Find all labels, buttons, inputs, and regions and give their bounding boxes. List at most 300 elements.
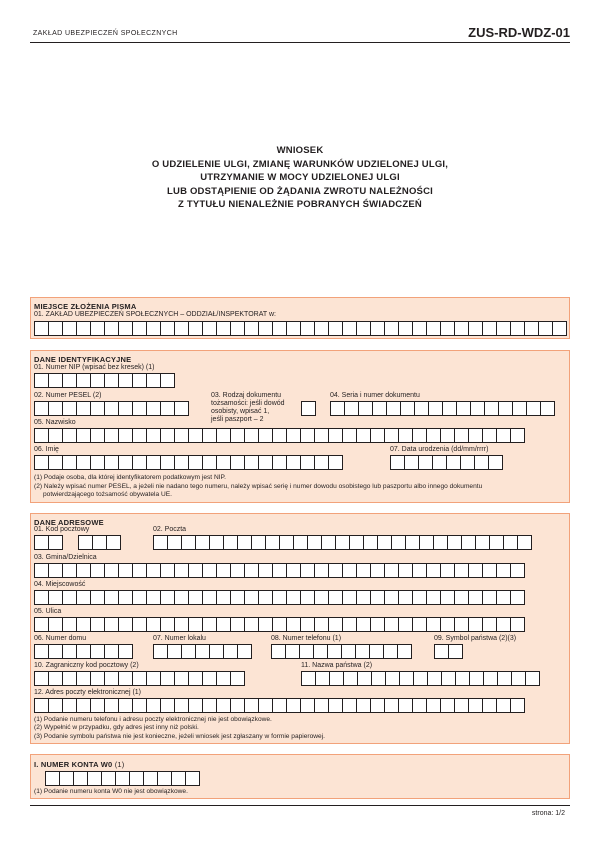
symbol-panstwa-input[interactable] — [434, 644, 462, 659]
char-box[interactable] — [90, 671, 105, 686]
nazwisko-input[interactable] — [34, 428, 524, 443]
char-box[interactable] — [258, 590, 273, 605]
char-box[interactable] — [48, 590, 63, 605]
char-box[interactable] — [440, 617, 455, 632]
char-box[interactable] — [174, 428, 189, 443]
char-box[interactable] — [299, 644, 314, 659]
char-box[interactable] — [412, 590, 427, 605]
char-box[interactable] — [397, 644, 412, 659]
numer-domu-input[interactable] — [34, 644, 132, 659]
char-box[interactable] — [329, 671, 344, 686]
char-box[interactable] — [384, 698, 399, 713]
char-box[interactable] — [300, 428, 315, 443]
char-box[interactable] — [160, 428, 175, 443]
char-box[interactable] — [76, 617, 91, 632]
char-box[interactable] — [216, 321, 231, 336]
char-box[interactable] — [230, 617, 245, 632]
char-box[interactable] — [160, 698, 175, 713]
char-box[interactable] — [34, 401, 49, 416]
char-box[interactable] — [223, 535, 238, 550]
char-box[interactable] — [174, 563, 189, 578]
telefon-input[interactable] — [271, 644, 411, 659]
char-box[interactable] — [440, 428, 455, 443]
char-box[interactable] — [398, 563, 413, 578]
char-box[interactable] — [230, 671, 245, 686]
char-box[interactable] — [468, 428, 483, 443]
char-box[interactable] — [157, 771, 172, 786]
char-box[interactable] — [272, 698, 287, 713]
char-box[interactable] — [454, 590, 469, 605]
char-box[interactable] — [118, 671, 133, 686]
char-box[interactable] — [328, 428, 343, 443]
char-box[interactable] — [258, 698, 273, 713]
char-box[interactable] — [34, 373, 49, 388]
char-box[interactable] — [76, 644, 91, 659]
char-box[interactable] — [132, 401, 147, 416]
char-box[interactable] — [146, 617, 161, 632]
char-box[interactable] — [258, 563, 273, 578]
char-box[interactable] — [146, 671, 161, 686]
imie-input[interactable] — [34, 455, 342, 470]
char-box[interactable] — [244, 321, 259, 336]
char-box[interactable] — [440, 590, 455, 605]
char-box[interactable] — [398, 428, 413, 443]
char-box[interactable] — [496, 617, 511, 632]
char-box[interactable] — [90, 373, 105, 388]
char-box[interactable] — [146, 373, 161, 388]
nazwa-panstwa-input[interactable] — [301, 671, 539, 686]
char-box[interactable] — [357, 671, 372, 686]
char-box[interactable] — [265, 535, 280, 550]
char-box[interactable] — [90, 698, 105, 713]
char-box[interactable] — [356, 563, 371, 578]
char-box[interactable] — [419, 535, 434, 550]
char-box[interactable] — [370, 590, 385, 605]
char-box[interactable] — [482, 563, 497, 578]
char-box[interactable] — [118, 428, 133, 443]
char-box[interactable] — [167, 644, 182, 659]
char-box[interactable] — [414, 401, 429, 416]
char-box[interactable] — [118, 455, 133, 470]
char-box[interactable] — [76, 373, 91, 388]
char-box[interactable] — [188, 671, 203, 686]
char-box[interactable] — [174, 617, 189, 632]
char-box[interactable] — [143, 771, 158, 786]
char-box[interactable] — [76, 401, 91, 416]
char-box[interactable] — [216, 563, 231, 578]
char-box[interactable] — [413, 671, 428, 686]
char-box[interactable] — [160, 671, 175, 686]
char-box[interactable] — [244, 590, 259, 605]
char-box[interactable] — [398, 698, 413, 713]
char-box[interactable] — [510, 617, 525, 632]
char-box[interactable] — [90, 401, 105, 416]
char-box[interactable] — [132, 563, 147, 578]
char-box[interactable] — [315, 671, 330, 686]
char-box[interactable] — [104, 321, 119, 336]
char-box[interactable] — [160, 373, 175, 388]
char-box[interactable] — [390, 455, 405, 470]
char-box[interactable] — [216, 455, 231, 470]
char-box[interactable] — [524, 321, 539, 336]
char-box[interactable] — [474, 455, 489, 470]
char-box[interactable] — [434, 644, 449, 659]
char-box[interactable] — [510, 428, 525, 443]
char-box[interactable] — [76, 698, 91, 713]
char-box[interactable] — [286, 455, 301, 470]
char-box[interactable] — [427, 671, 442, 686]
char-box[interactable] — [384, 428, 399, 443]
char-box[interactable] — [356, 698, 371, 713]
kod-pocztowy-input[interactable] — [34, 535, 62, 550]
char-box[interactable] — [496, 321, 511, 336]
char-box[interactable] — [34, 590, 49, 605]
char-box[interactable] — [132, 617, 147, 632]
char-box[interactable] — [552, 321, 567, 336]
char-box[interactable] — [468, 321, 483, 336]
char-box[interactable] — [300, 590, 315, 605]
char-box[interactable] — [174, 455, 189, 470]
char-box[interactable] — [104, 401, 119, 416]
char-box[interactable] — [454, 428, 469, 443]
char-box[interactable] — [342, 698, 357, 713]
char-box[interactable] — [356, 428, 371, 443]
char-box[interactable] — [441, 671, 456, 686]
char-box[interactable] — [300, 455, 315, 470]
char-box[interactable] — [412, 428, 427, 443]
char-box[interactable] — [132, 698, 147, 713]
char-box[interactable] — [383, 644, 398, 659]
char-box[interactable] — [412, 321, 427, 336]
char-box[interactable] — [153, 535, 168, 550]
char-box[interactable] — [496, 590, 511, 605]
char-box[interactable] — [293, 535, 308, 550]
char-box[interactable] — [330, 401, 345, 416]
char-box[interactable] — [341, 644, 356, 659]
char-box[interactable] — [412, 617, 427, 632]
char-box[interactable] — [454, 321, 469, 336]
char-box[interactable] — [271, 644, 286, 659]
char-box[interactable] — [132, 321, 147, 336]
char-box[interactable] — [160, 590, 175, 605]
char-box[interactable] — [482, 321, 497, 336]
kod-pocztowy-input-2[interactable] — [78, 535, 120, 550]
char-box[interactable] — [174, 698, 189, 713]
char-box[interactable] — [497, 671, 512, 686]
char-box[interactable] — [34, 563, 49, 578]
char-box[interactable] — [230, 590, 245, 605]
char-box[interactable] — [489, 535, 504, 550]
char-box[interactable] — [90, 644, 105, 659]
char-box[interactable] — [202, 590, 217, 605]
doc-type-input[interactable] — [301, 401, 315, 416]
char-box[interactable] — [258, 321, 273, 336]
char-box[interactable] — [104, 455, 119, 470]
char-box[interactable] — [349, 535, 364, 550]
char-box[interactable] — [496, 563, 511, 578]
char-box[interactable] — [160, 455, 175, 470]
char-box[interactable] — [446, 455, 461, 470]
char-box[interactable] — [370, 563, 385, 578]
char-box[interactable] — [104, 671, 119, 686]
char-box[interactable] — [342, 617, 357, 632]
char-box[interactable] — [90, 455, 105, 470]
char-box[interactable] — [405, 535, 420, 550]
char-box[interactable] — [62, 671, 77, 686]
char-box[interactable] — [188, 698, 203, 713]
char-box[interactable] — [456, 401, 471, 416]
char-box[interactable] — [286, 590, 301, 605]
char-box[interactable] — [118, 563, 133, 578]
char-box[interactable] — [118, 698, 133, 713]
char-box[interactable] — [73, 771, 88, 786]
char-box[interactable] — [468, 563, 483, 578]
char-box[interactable] — [363, 535, 378, 550]
char-box[interactable] — [488, 455, 503, 470]
char-box[interactable] — [300, 698, 315, 713]
char-box[interactable] — [426, 428, 441, 443]
char-box[interactable] — [510, 698, 525, 713]
char-box[interactable] — [62, 563, 77, 578]
char-box[interactable] — [202, 671, 217, 686]
char-box[interactable] — [300, 563, 315, 578]
char-box[interactable] — [90, 321, 105, 336]
char-box[interactable] — [517, 535, 532, 550]
doc-number-input[interactable] — [330, 401, 554, 416]
char-box[interactable] — [272, 590, 287, 605]
char-box[interactable] — [454, 617, 469, 632]
char-box[interactable] — [328, 455, 343, 470]
char-box[interactable] — [202, 455, 217, 470]
char-box[interactable] — [188, 563, 203, 578]
char-box[interactable] — [300, 617, 315, 632]
char-box[interactable] — [48, 563, 63, 578]
char-box[interactable] — [132, 671, 147, 686]
char-box[interactable] — [426, 698, 441, 713]
char-box[interactable] — [426, 590, 441, 605]
char-box[interactable] — [442, 401, 457, 416]
char-box[interactable] — [118, 373, 133, 388]
char-box[interactable] — [76, 590, 91, 605]
char-box[interactable] — [230, 321, 245, 336]
char-box[interactable] — [118, 321, 133, 336]
char-box[interactable] — [272, 321, 287, 336]
char-box[interactable] — [202, 698, 217, 713]
char-box[interactable] — [344, 401, 359, 416]
char-box[interactable] — [146, 590, 161, 605]
char-box[interactable] — [230, 563, 245, 578]
char-box[interactable] — [469, 671, 484, 686]
char-box[interactable] — [307, 535, 322, 550]
char-box[interactable] — [482, 590, 497, 605]
char-box[interactable] — [62, 321, 77, 336]
char-box[interactable] — [160, 617, 175, 632]
char-box[interactable] — [216, 671, 231, 686]
char-box[interactable] — [321, 535, 336, 550]
char-box[interactable] — [62, 590, 77, 605]
char-box[interactable] — [160, 563, 175, 578]
char-box[interactable] — [59, 771, 74, 786]
char-box[interactable] — [468, 590, 483, 605]
char-box[interactable] — [48, 535, 63, 550]
char-box[interactable] — [356, 590, 371, 605]
char-box[interactable] — [132, 373, 147, 388]
zagraniczny-kod-input[interactable] — [34, 671, 244, 686]
char-box[interactable] — [391, 535, 406, 550]
char-box[interactable] — [482, 617, 497, 632]
char-box[interactable] — [512, 401, 527, 416]
char-box[interactable] — [244, 455, 259, 470]
char-box[interactable] — [482, 428, 497, 443]
char-box[interactable] — [377, 535, 392, 550]
char-box[interactable] — [496, 698, 511, 713]
char-box[interactable] — [400, 401, 415, 416]
char-box[interactable] — [90, 617, 105, 632]
char-box[interactable] — [202, 428, 217, 443]
char-box[interactable] — [104, 617, 119, 632]
char-box[interactable] — [327, 644, 342, 659]
char-box[interactable] — [34, 617, 49, 632]
char-box[interactable] — [272, 455, 287, 470]
char-box[interactable] — [216, 698, 231, 713]
char-box[interactable] — [448, 644, 463, 659]
char-box[interactable] — [538, 321, 553, 336]
char-box[interactable] — [510, 563, 525, 578]
char-box[interactable] — [244, 428, 259, 443]
char-box[interactable] — [342, 321, 357, 336]
char-box[interactable] — [428, 401, 443, 416]
char-box[interactable] — [48, 617, 63, 632]
char-box[interactable] — [358, 401, 373, 416]
char-box[interactable] — [356, 617, 371, 632]
char-box[interactable] — [174, 401, 189, 416]
nip-input[interactable] — [34, 373, 174, 388]
char-box[interactable] — [132, 455, 147, 470]
char-box[interactable] — [510, 321, 525, 336]
char-box[interactable] — [188, 428, 203, 443]
char-box[interactable] — [104, 373, 119, 388]
char-box[interactable] — [188, 455, 203, 470]
char-box[interactable] — [104, 698, 119, 713]
pesel-input[interactable] — [34, 401, 188, 416]
char-box[interactable] — [237, 535, 252, 550]
char-box[interactable] — [314, 590, 329, 605]
char-box[interactable] — [286, 321, 301, 336]
char-box[interactable] — [440, 698, 455, 713]
char-box[interactable] — [525, 671, 540, 686]
char-box[interactable] — [167, 535, 182, 550]
char-box[interactable] — [62, 401, 77, 416]
char-box[interactable] — [188, 321, 203, 336]
char-box[interactable] — [314, 455, 329, 470]
char-box[interactable] — [460, 455, 475, 470]
char-box[interactable] — [216, 590, 231, 605]
char-box[interactable] — [223, 644, 238, 659]
char-box[interactable] — [230, 698, 245, 713]
char-box[interactable] — [146, 401, 161, 416]
char-box[interactable] — [370, 617, 385, 632]
char-box[interactable] — [209, 644, 224, 659]
char-box[interactable] — [132, 428, 147, 443]
char-box[interactable] — [34, 535, 49, 550]
char-box[interactable] — [314, 563, 329, 578]
char-box[interactable] — [48, 428, 63, 443]
char-box[interactable] — [496, 428, 511, 443]
char-box[interactable] — [398, 321, 413, 336]
char-box[interactable] — [483, 671, 498, 686]
char-box[interactable] — [369, 644, 384, 659]
email-input[interactable] — [34, 698, 524, 713]
char-box[interactable] — [48, 455, 63, 470]
char-box[interactable] — [510, 590, 525, 605]
char-box[interactable] — [202, 617, 217, 632]
char-box[interactable] — [76, 563, 91, 578]
char-box[interactable] — [216, 428, 231, 443]
char-box[interactable] — [328, 563, 343, 578]
char-box[interactable] — [48, 401, 63, 416]
char-box[interactable] — [470, 401, 485, 416]
numer-konta-input[interactable] — [45, 771, 199, 786]
poczta-input[interactable] — [153, 535, 531, 550]
char-box[interactable] — [87, 771, 102, 786]
char-box[interactable] — [426, 617, 441, 632]
char-box[interactable] — [244, 563, 259, 578]
char-box[interactable] — [404, 455, 419, 470]
char-box[interactable] — [129, 771, 144, 786]
char-box[interactable] — [355, 644, 370, 659]
char-box[interactable] — [412, 563, 427, 578]
char-box[interactable] — [385, 671, 400, 686]
char-box[interactable] — [132, 590, 147, 605]
char-box[interactable] — [328, 698, 343, 713]
char-box[interactable] — [171, 771, 186, 786]
char-box[interactable] — [286, 428, 301, 443]
ulica-input[interactable] — [34, 617, 524, 632]
char-box[interactable] — [412, 698, 427, 713]
char-box[interactable] — [76, 671, 91, 686]
char-box[interactable] — [76, 455, 91, 470]
char-box[interactable] — [468, 617, 483, 632]
char-box[interactable] — [118, 644, 133, 659]
char-box[interactable] — [34, 428, 49, 443]
char-box[interactable] — [526, 401, 541, 416]
char-box[interactable] — [371, 671, 386, 686]
char-box[interactable] — [426, 563, 441, 578]
char-box[interactable] — [455, 671, 470, 686]
char-box[interactable] — [230, 455, 245, 470]
char-box[interactable] — [76, 321, 91, 336]
char-box[interactable] — [62, 455, 77, 470]
char-box[interactable] — [313, 644, 328, 659]
char-box[interactable] — [62, 698, 77, 713]
char-box[interactable] — [475, 535, 490, 550]
char-box[interactable] — [160, 401, 175, 416]
char-box[interactable] — [146, 455, 161, 470]
char-box[interactable] — [447, 535, 462, 550]
gmina-input[interactable] — [34, 563, 524, 578]
char-box[interactable] — [146, 428, 161, 443]
char-box[interactable] — [286, 563, 301, 578]
char-box[interactable] — [106, 535, 121, 550]
char-box[interactable] — [314, 428, 329, 443]
char-box[interactable] — [511, 671, 526, 686]
char-box[interactable] — [372, 401, 387, 416]
char-box[interactable] — [272, 617, 287, 632]
char-box[interactable] — [399, 671, 414, 686]
char-box[interactable] — [230, 428, 245, 443]
char-box[interactable] — [328, 617, 343, 632]
char-box[interactable] — [370, 698, 385, 713]
